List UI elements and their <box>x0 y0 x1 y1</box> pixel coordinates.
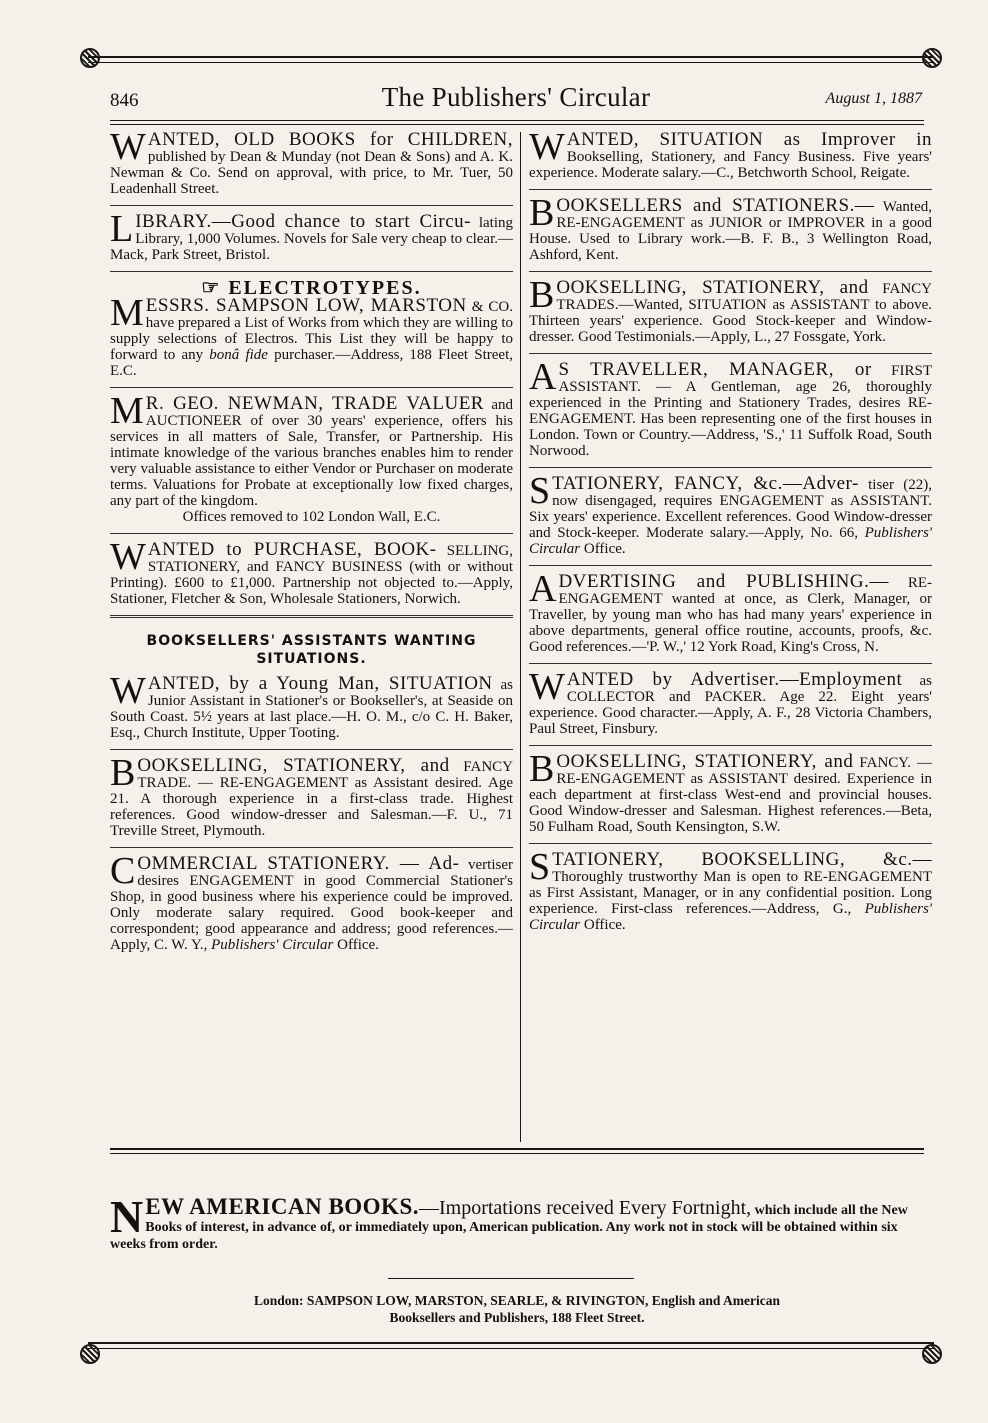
ad-library <box>110 208 514 272</box>
right-column <box>529 126 933 949</box>
dropcap: L <box>110 208 134 250</box>
electrotypes-title: ☞ ELECTROTYPES. <box>201 277 422 299</box>
ad-heading: ANTED by Advertiser.—Employment <box>566 669 903 690</box>
bottom-section-rule-2 <box>110 1153 924 1154</box>
dropcap: M <box>110 292 144 334</box>
ad-old-books <box>110 126 513 206</box>
ad-body-italic: Publishers' Circular <box>211 937 334 953</box>
page-number: 846 <box>110 90 139 111</box>
page-header <box>110 82 922 116</box>
ad-traveller-manager <box>529 356 933 468</box>
ad-heading: DVERTISING and PUBLISHING.— <box>558 571 889 592</box>
bottom-rule-thin <box>88 1348 934 1349</box>
ad-heading: OOKSELLING, STATIONERY, and <box>556 277 869 298</box>
ad-electrotypes <box>110 277 513 388</box>
corner-ornament-icon <box>80 48 100 68</box>
ad-bookselling-york <box>529 274 932 354</box>
header-rule <box>110 120 924 121</box>
dropcap: S <box>529 470 551 512</box>
dropcap: M <box>110 390 144 432</box>
new-american-books-ad <box>110 1191 924 1253</box>
dropcap: A <box>529 356 557 398</box>
top-rule <box>88 56 934 58</box>
dropcap: C <box>110 850 136 892</box>
ad-bookselling-plymouth <box>110 752 513 848</box>
ad-body: which include all the New Books of interest, in advance of, or immediately upon, American publication. Any work not in stock will be obtained within six weeks from order. <box>110 1203 908 1252</box>
ad-body: as COLLECTOR and PACKER. Age 22. Eight years' experience. Good character.—Apply, A. F., 28 Victoria Chambers, Paul Street, Finsbury. <box>529 673 932 737</box>
page-title: The Publishers' Circular <box>381 82 651 112</box>
ad-collector-packer <box>529 666 932 746</box>
ad-body: FANCY. — RE-ENGAGEMENT as ASSISTANT desired. Experience in each department at first-class West-end and provincial houses. Good Window-dresser and Salesman. Highest references.—Beta, 50 Fulham Road, South Kensington, S.W. <box>529 755 932 835</box>
ad-body: RE-ENGAGEMENT wanted at once, as Clerk, Manager, or Traveller, by young man who has had many years' experience in above departments, general office routine, accounts, proofs, &c. Good references.—'P. W.,' 12 York Road, King's Cross, N. <box>529 575 933 655</box>
ad-body: Wanted, RE-ENGAGEMENT as JUNIOR or IMPROVER in a good House. Used to Library work.—B. F. B., 3 Wellington Road, Ashford, Kent. <box>529 199 932 263</box>
ad-commercial-stationery <box>110 850 513 961</box>
dropcap: B <box>529 748 555 790</box>
ad-title-rest: —Importations received Every Fortnight, <box>419 1197 752 1219</box>
dropcap: W <box>110 536 146 578</box>
publisher-rule <box>388 1278 634 1279</box>
ad-body: published by Dean & Munday (not Dean & Sons) and A. K. Newman & Co. Send on approval, with price, to Mr. Tuer, 50 Leadenhall Street. <box>110 149 513 197</box>
page <box>88 56 934 1356</box>
ad-body-italic: bonâ fide <box>209 347 268 363</box>
ad-body: FIRST ASSISTANT. — A Gentleman, age 26, thoroughly experienced in the Printing and Stationery Trades, desires RE-ENGAGEMENT. Has been representing one of the first houses in London. Town or Country.—Address, 'S.,' 11 Suffolk Road, South Norwood. <box>529 363 933 459</box>
top-rule-thin <box>88 62 934 63</box>
ad-body: & CO. have prepared a List of Works from which they are willing to supply selections of Electros. This List they will be happy to forward to any <box>110 299 513 363</box>
bottom-section-rule <box>110 1148 924 1150</box>
corner-ornament-icon <box>80 1344 100 1364</box>
dropcap: N <box>110 1191 144 1242</box>
ad-trade-valuer <box>110 390 513 534</box>
ad-bookselling-kensington <box>529 748 932 844</box>
ad-body: tiser (22), now disengaged, requires ENGAGEMENT as ASSISTANT. Six years' experience. Excellent references. Good Window-dresser and Stock-keeper. Moderate salary.—Apply, No. 66, <box>529 477 933 541</box>
ad-body-end: purchaser.—Address, 188 Fleet Street, E.C. <box>110 347 513 379</box>
ad-body: and AUCTIONEER of over 30 years' experience, offers his services in all matters of Sale, Transfer, or Partnership. His intimate knowledge of the various branches enables him to render very valuable assistance to either Vendor or Purchaser on moderate terms. Valuations for Probate at exceptionally low fixed charges, any part of the kingdom. <box>110 397 513 509</box>
ad-body: Bookselling, Stationery, and Fancy Business. Five years' experience. Moderate salary.—C., Betchworth School, Reigate. <box>529 149 932 181</box>
ad-heading: R. GEO. NEWMAN, TRADE VALUER <box>145 393 484 414</box>
ad-body: vertiser desires ENGAGEMENT in good Commercial Stationer's Shop, in good business where his experience could be improved. Only moderate salary required. Good book-keeper and correspondent; good appearance and address; good references.—Apply, C. W. Y., <box>110 857 513 953</box>
ad-heading: OMMERCIAL STATIONERY. — Ad- <box>137 853 460 874</box>
ad-heading: OOKSELLING, STATIONERY, and <box>137 755 450 776</box>
dropcap: W <box>110 670 146 712</box>
dropcap: W <box>529 126 565 168</box>
header-rule-2 <box>110 124 924 125</box>
column-divider <box>520 132 521 1142</box>
ad-body: SELLING, STATIONERY, and FANCY BUSINESS (with or without Printing). £600 to £1,000. Partnership not objected to.—Apply, Stationer, Fletcher & Son, Wholesale Stationers, Norwich. <box>110 543 513 607</box>
corner-ornament-icon <box>922 1344 942 1364</box>
ad-heading: IBRARY.—Good chance to start Circu- <box>135 211 472 232</box>
ad-body: FANCY TRADE. — RE-ENGAGEMENT as Assistant desired. Age 21. A thorough experience in a first-class trade. Highest references. Good window-dresser and Salesman.—F. U., 71 Treville Street, Plymouth. <box>110 759 513 839</box>
dropcap: W <box>110 126 146 168</box>
ad-heading: ANTED, SITUATION as Improver in <box>566 129 932 150</box>
ad-heading: ESSRS. SAMPSON LOW, MARSTON <box>145 295 467 316</box>
section-heading: BOOKSELLERS' ASSISTANTS WANTING SITUATIONS. <box>146 633 477 667</box>
ad-body: FANCY TRADES.—Wanted, SITUATION as ASSISTANT to above. Thirteen years' experience. Good Stock-keeper and Window-dresser. Good Testimonials.—Apply, L., 27 Fossgate, York. <box>529 281 932 345</box>
publisher-imprint <box>110 1292 924 1326</box>
ad-heading: OOKSELLERS and STATIONERS.— <box>556 195 875 216</box>
ad-heading: S TRAVELLER, MANAGER, or <box>558 359 872 380</box>
ad-heading: ANTED, OLD BOOKS for CHILDREN, <box>147 129 513 150</box>
ad-wanted-purchase <box>110 536 513 618</box>
ad-body: lating Library, 1,000 Volumes. Novels for Sale very cheap to clear.—Mack, Park Street, Bristol. <box>110 215 514 263</box>
ad-improver <box>529 126 932 190</box>
corner-ornament-icon <box>922 48 942 68</box>
dropcap: B <box>110 752 136 794</box>
publisher-line-2: Booksellers and Publishers, 188 Fleet Street. <box>389 1310 645 1325</box>
ad-title: EW AMERICAN BOOKS. <box>145 1194 419 1219</box>
ad-body: Thoroughly trustworthy Man is open to RE-ENGAGEMENT as First Assistant, Manager, or in any confidential position. Long experience. First-class references.—Address, G., <box>529 869 932 917</box>
ad-body-end: Office. <box>580 541 626 557</box>
issue-date: August 1, 1887 <box>825 90 922 107</box>
ad-heading: OOKSELLING, STATIONERY, and <box>556 751 854 772</box>
ad-heading: ANTED, by a Young Man, SITUATION <box>147 673 493 694</box>
left-column <box>110 126 514 969</box>
ad-body-end: Office. <box>333 937 379 953</box>
dropcap: W <box>529 666 565 708</box>
ad-heading: TATIONERY, BOOKSELLING, &c.— <box>552 849 932 870</box>
ad-booksellers-stationers <box>529 192 932 272</box>
dropcap: S <box>529 846 551 888</box>
dropcap: B <box>529 192 555 234</box>
dropcap: A <box>529 568 557 610</box>
ad-body-italic: Publishers' Circular <box>529 525 932 557</box>
ad-heading: ANTED to PURCHASE, BOOK- <box>147 539 437 560</box>
ad-body-end: Office. <box>580 917 626 933</box>
ad-heading: TATIONERY, FANCY, &c.—Adver- <box>552 473 859 494</box>
ad-stationery-fancy <box>529 470 933 566</box>
offices-line: Offices removed to 102 London Wall, E.C. <box>182 509 441 525</box>
ad-body-italic: Publishers' Circular <box>529 901 932 933</box>
ad-young-man <box>110 670 513 750</box>
publisher-line-1: London: SAMPSON LOW, MARSTON, SEARLE, & RIVINGTON, English and American <box>254 1293 780 1308</box>
dropcap: B <box>529 274 555 316</box>
ad-body: as Junior Assistant in Stationer's or Bookseller's, at Seaside on South Coast. 5½ years at last place.—H. O. M., c/o C. H. Baker, Esq., Church Institute, Upper Tooting. <box>110 677 513 741</box>
ad-advertising-publishing <box>529 568 933 664</box>
bottom-rule <box>88 1342 934 1344</box>
ad-stationery-bookselling <box>529 846 932 941</box>
